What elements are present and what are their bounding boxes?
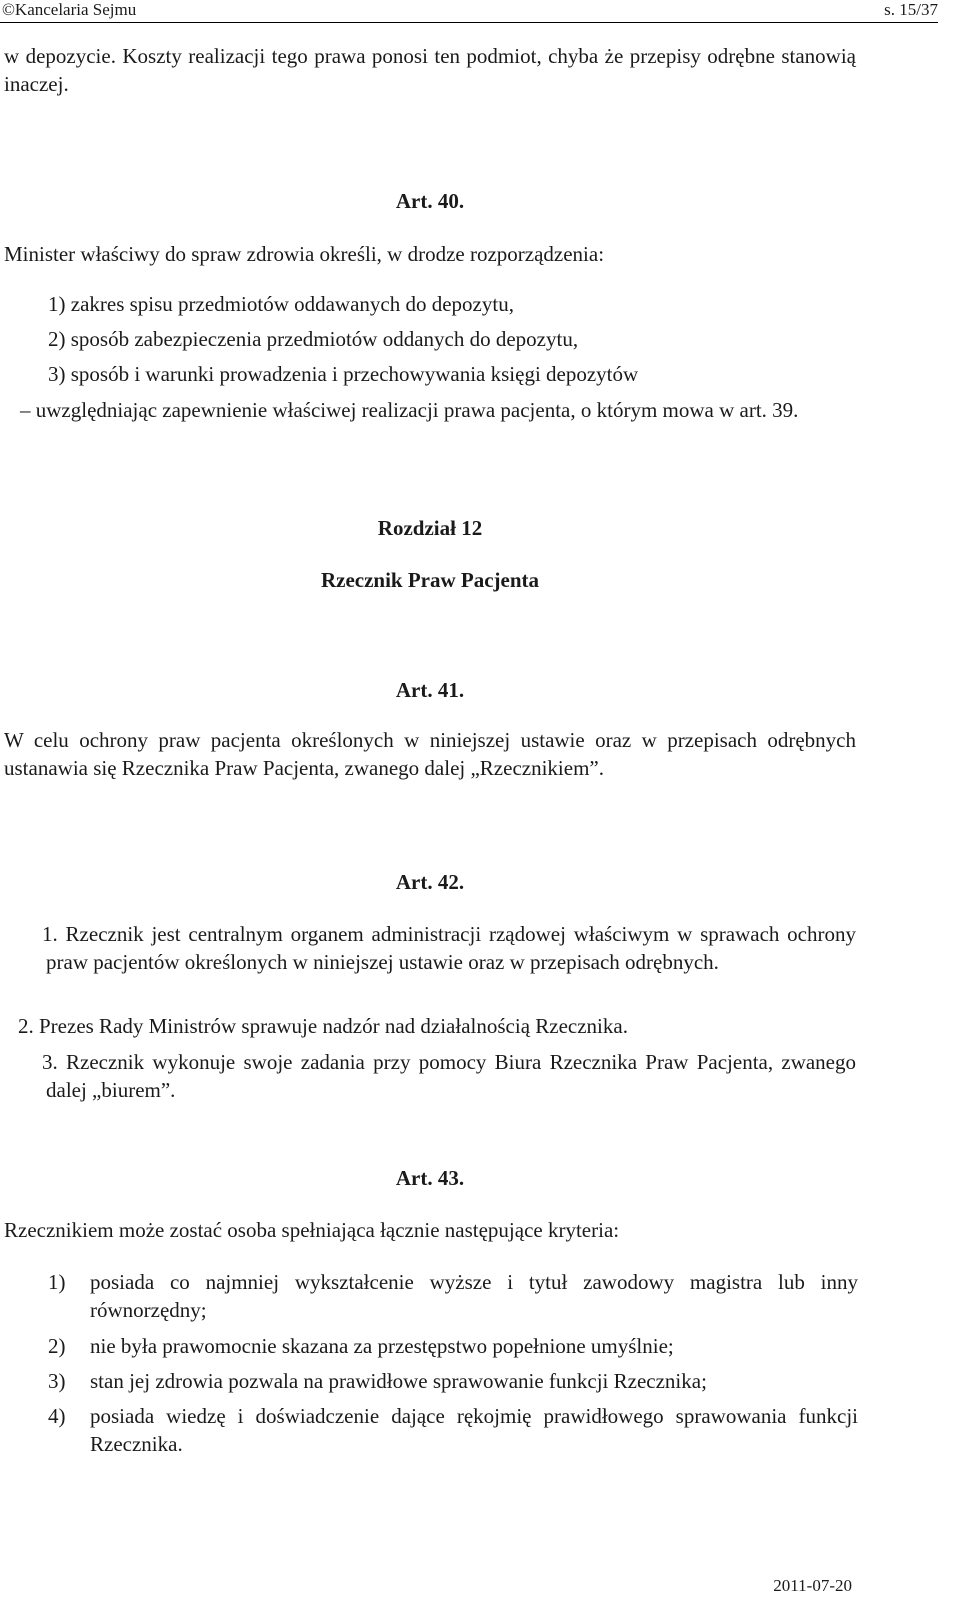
- article-43-item: [48, 1402, 858, 1458]
- paragraph-text: 1. Rzecznik jest centralnym organem administracji rządowej właściwym w sprawach ochrony praw pacjentów określonych w niniejszej ustawie oraz w przepisach odrębnych.: [42, 922, 856, 974]
- page-header: [0, 0, 938, 23]
- paragraph-text: 3. Rzecznik wykonuje swoje zadania przy pomocy Biura Rzecznika Praw Pacjenta, zwanego dalej „biurem”.: [42, 1050, 856, 1102]
- header-publisher: ©Kancelaria Sejmu: [2, 0, 137, 19]
- article-43-lead: Rzecznikiem może zostać osoba spełniająca łącznie następujące kryteria:: [4, 1218, 620, 1242]
- article-42-paragraph-3: [4, 1048, 856, 1104]
- article-43-heading: Art. 43.: [395, 1166, 465, 1190]
- header-page-number: s. 15/37: [884, 0, 938, 19]
- intro-paragraph: w depozycie. Koszty realizacji tego prawa ponosi ten podmiot, chyba że przepisy odrębne stanowią inaczej.: [4, 44, 856, 96]
- article-41-text: W celu ochrony praw pacjenta określonych w niniejszej ustawie oraz w przepisach odrębnych ustanawia się Rzecznika Praw Pacjenta, zwanego dalej „Rzecznikiem”.: [4, 728, 856, 780]
- item-text: stan jej zdrowia pozwala na prawidłowe sprawowanie funkcji Rzecznika;: [90, 1369, 707, 1393]
- chapter-title: Rzecznik Praw Pacjenta: [320, 568, 540, 592]
- item-text: nie była prawomocnie skazana za przestępstwo popełnione umyślnie;: [90, 1334, 674, 1358]
- item-text: posiada wiedzę i doświadczenie dające rękojmię prawidłowego sprawowania funkcji Rzecznika.: [90, 1404, 858, 1456]
- article-43-item: [48, 1332, 858, 1360]
- chapter-number: Rozdział 12: [377, 516, 483, 540]
- article-41-heading: Art. 41.: [395, 678, 465, 702]
- footer-date: 2011-07-20: [773, 1576, 852, 1595]
- article-40-item: 1) zakres spisu przedmiotów oddawanych do depozytu,: [48, 292, 514, 316]
- article-40-lead: Minister właściwy do spraw zdrowia określi, w drodze rozporządzenia:: [4, 242, 605, 266]
- item-number: 3): [48, 1369, 66, 1393]
- article-40-item: 2) sposób zabezpieczenia przedmiotów oddanych do depozytu,: [48, 327, 579, 351]
- article-40-closing: – uwzględniając zapewnienie właściwej realizacji prawa pacjenta, o którym mowa w art. 39.: [20, 398, 799, 422]
- article-40-heading: Art. 40.: [395, 189, 465, 213]
- article-40-item: 3) sposób i warunki prowadzenia i przechowywania księgi depozytów: [48, 362, 639, 386]
- item-number: 2): [48, 1334, 66, 1358]
- article-42-paragraph-2: 2. Prezes Rady Ministrów sprawuje nadzór nad działalnością Rzecznika.: [18, 1014, 628, 1038]
- article-43-item: [48, 1367, 858, 1395]
- article-42-heading: Art. 42.: [395, 870, 465, 894]
- article-43-item: [48, 1268, 858, 1324]
- article-42-paragraph-1: [4, 920, 856, 976]
- item-number: 1): [48, 1270, 66, 1294]
- item-text: posiada co najmniej wykształcenie wyższe i tytuł zawodowy magistra lub inny równorzędny;: [90, 1270, 858, 1322]
- item-number: 4): [48, 1404, 66, 1428]
